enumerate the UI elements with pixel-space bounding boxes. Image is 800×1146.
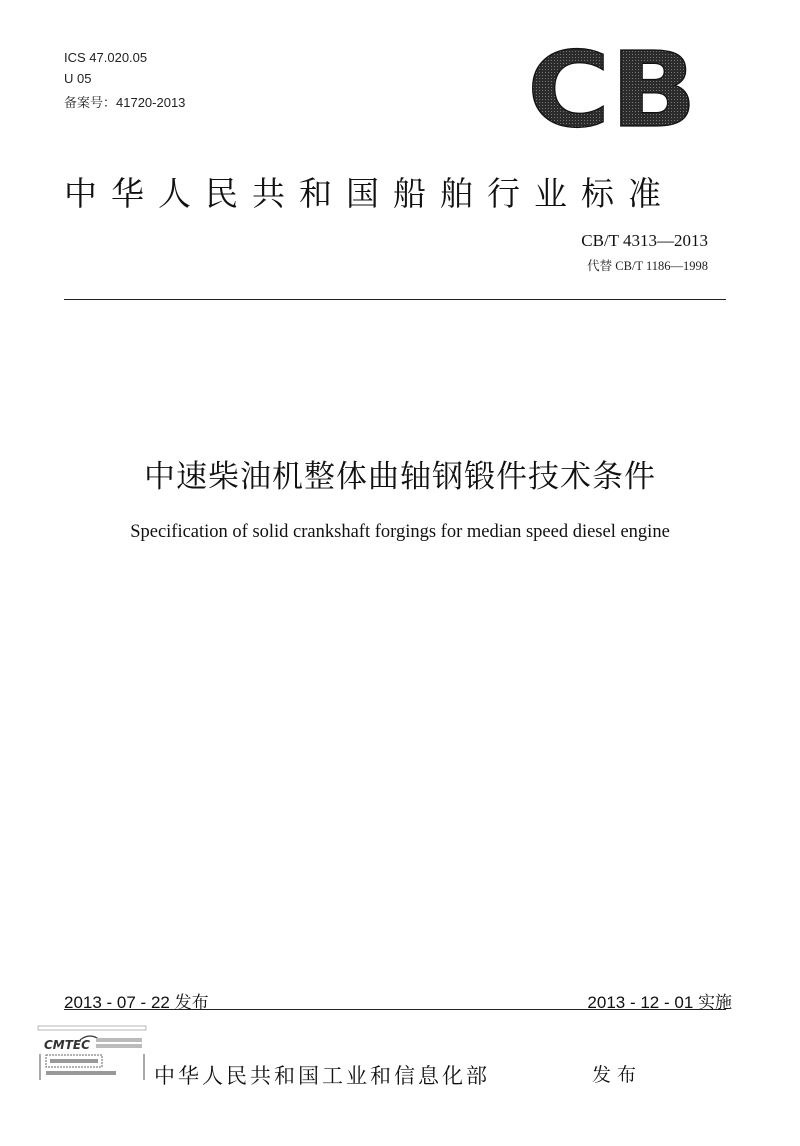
publisher-name: 中华人民共和国工业和信息化部 xyxy=(154,1064,490,1088)
filing-number: 备案号：41720-2013 xyxy=(64,95,186,110)
replaces-standard: 代替 CB/T 1186—1998 xyxy=(587,259,708,273)
classification-code: U 05 xyxy=(64,71,92,86)
effective-date: 2013 - 12 - 01 实施 xyxy=(587,993,732,1012)
header-divider xyxy=(64,299,726,300)
logo-text: CB xyxy=(527,44,697,132)
document-title-cn: 中速柴油机整体曲轴钢锻件技术条件 xyxy=(144,459,656,495)
publish-date: 2013 - 07 - 22 发布 xyxy=(64,993,209,1012)
document-title-en: Specification of solid crankshaft forgings for median speed diesel engine xyxy=(130,522,670,542)
standard-category: 中华人民共和国船舶行业标准 xyxy=(64,174,675,213)
anti-counterfeit-stamp-icon xyxy=(36,1024,148,1084)
ics-code: ICS 47.020.05 xyxy=(64,50,148,65)
cb-logo-icon xyxy=(520,44,705,132)
issue-label: 发布 xyxy=(592,1064,643,1086)
svg-text:CMTEC: CMTEC xyxy=(44,1038,90,1052)
footer-divider xyxy=(64,1009,726,1010)
standard-code: CB/T 4313—2013 xyxy=(581,231,708,250)
